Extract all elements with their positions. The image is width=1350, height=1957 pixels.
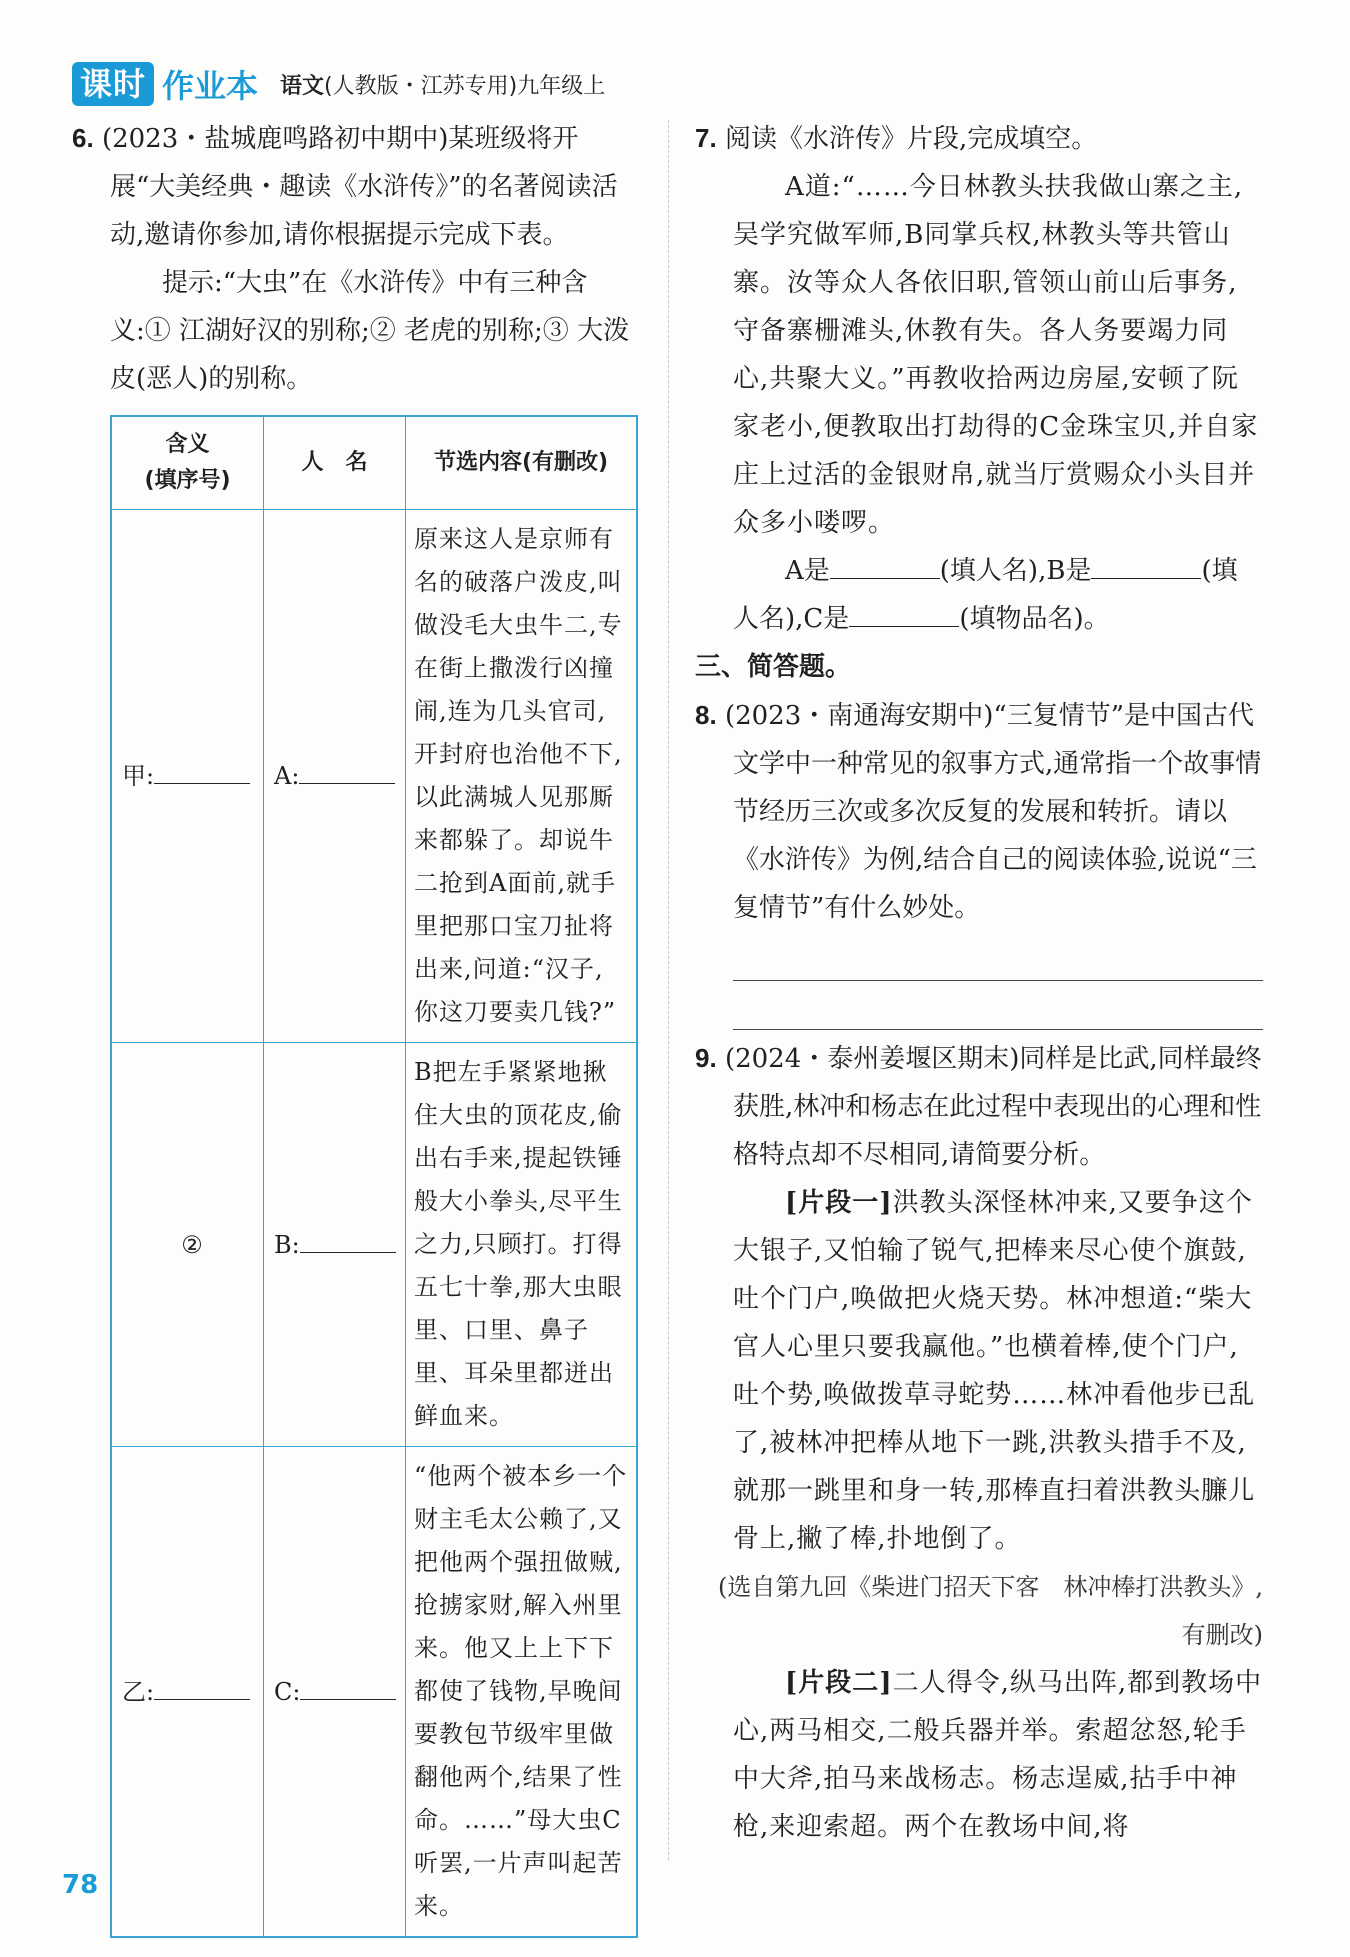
answer-blank[interactable] <box>300 1673 396 1700</box>
question-7-passage: A道:“……今日林教头扶我做山寨之主,吴学究做军师,B同掌兵权,林教头等共管山寨。汝等众人各依旧职,管领山前山后事务,守备寨栅滩头,休教有失。各人务要竭力同心,共聚大义。”再教收拾两边房屋,安顿了阮家老小,便教取出打劫得的C金珠宝贝,并自家庄上过活的金银财帛,就当厅赏赐众小头目并众多小喽啰。 <box>733 172 1259 538</box>
cell-name <box>264 510 406 1043</box>
fill-a-label: A是 <box>785 556 830 586</box>
meaning-table <box>110 415 638 1938</box>
name-label: C: <box>274 1677 301 1706</box>
segment-one-text: 洪教头深怪林冲来,又要争这个大银子,又怕输了锐气,把棒来尽心使个旗鼓,吐个门户,唤做把火烧天势。林冲想道:“柴大官人心里只要我赢他。”也横着棒,使个门户,吐个势,唤做拨草寻蛇势……林冲看他步已乱了,被林冲把棒从地下一跳,洪教头措手不及,就那一跳里和身一转,那棒直扫着洪教头臁儿骨上,撇了棒,扑地倒了。 <box>733 1188 1256 1554</box>
question-6-stem: (2023・盐城鹿鸣路初中期中)某班级将开展“大美经典・趣读《水浒传》”的名著阅读活动,邀请你参加,请你根据提示完成下表。 <box>101 124 618 250</box>
header-name: 人 名 <box>264 416 406 510</box>
edition-label: (人教版・江苏专用)九年级上 <box>324 73 606 99</box>
header-meaning <box>111 416 264 510</box>
header-excerpt: 节选内容(有删改) <box>406 416 638 510</box>
column-divider <box>668 120 669 1860</box>
answer-line[interactable] <box>733 981 1263 1030</box>
question-8-number: 8. <box>695 700 717 730</box>
question-8-stem: (2023・南通海安期中)“三复情节”是中国古代文学中一种常见的叙事方式,通常指一个故事情节经历三次或多次反复的发展和转折。请以《水浒传》为例,结合自己的阅读体验,说说“三复情节”有什么妙处。 <box>724 701 1262 923</box>
table-row <box>111 1447 637 1938</box>
segment-two <box>695 1659 1263 1851</box>
question-6 <box>72 114 642 259</box>
brand-logo: 课时 <box>72 62 154 106</box>
question-7 <box>695 114 1263 163</box>
question-6-hint: 提示:“大虫”在《水浒传》中有三种含义:① 江湖好汉的别称;② 老虎的别称;③ 大泼皮(恶人)的别称。 <box>110 268 630 394</box>
brand-title: 作业本 <box>162 67 259 105</box>
segment-one-label: [片段一] <box>785 1188 893 1218</box>
table-row <box>111 1043 637 1447</box>
fill-blank-a[interactable] <box>830 552 940 579</box>
fill-c-label: (填人名),C是 <box>733 556 1238 634</box>
answer-blank[interactable] <box>299 757 395 784</box>
name-label: B: <box>274 1230 300 1259</box>
cell-excerpt: “他两个被本乡一个财主毛太公赖了,又把他两个强扭做贼,抢掳家财,解入州里来。他又上上下下都使了钱物,早晚间要教包节级牢里做翻他两个,结果了性命。……”母大虫C听罢,一片声叫起苦来。 <box>406 1447 638 1938</box>
book-subtitle <box>280 69 605 100</box>
fill-blank-c[interactable] <box>849 600 959 627</box>
meaning-label: 乙: <box>122 1677 155 1706</box>
answer-blank[interactable] <box>154 757 250 784</box>
name-label: A: <box>274 762 300 790</box>
question-8 <box>695 691 1263 932</box>
question-6-number: 6. <box>72 123 94 153</box>
segment-two-text: 二人得令,纵马出阵,都到教场中心,两马相交,二般兵器并举。索超忿怒,轮手中大斧,拍马来战杨志。杨志逞威,拈手中神枪,来迎索超。两个在教场中间,将 <box>733 1668 1263 1842</box>
cell-meaning <box>111 510 264 1043</box>
question-9-stem: (2024・泰州姜堰区期末)同样是比武,同样最终获胜,林冲和杨志在此过程中表现出的心理和性格特点却不尽相同,请简要分析。 <box>724 1044 1262 1170</box>
subject-label: 语文 <box>280 73 325 99</box>
page-number: 78 <box>62 1870 99 1900</box>
answer-blank[interactable] <box>154 1673 250 1700</box>
table-header-row <box>111 416 637 510</box>
header-meaning-note: (填序号) <box>144 468 231 493</box>
segment-one <box>695 1179 1263 1563</box>
right-column <box>695 114 1263 1851</box>
question-7-fill <box>695 547 1263 643</box>
segment-one-source: (选自第九回《柴进门招天下客 林冲棒打洪教头》,有删改) <box>718 1573 1263 1649</box>
cell-name <box>264 1043 406 1447</box>
left-column <box>72 114 642 1938</box>
question-9 <box>695 1034 1263 1179</box>
cell-meaning <box>111 1447 264 1938</box>
answer-blank[interactable] <box>300 1226 396 1253</box>
meaning-label: 甲: <box>122 762 155 790</box>
fill-blank-b[interactable] <box>1091 552 1201 579</box>
question-7-number: 7. <box>695 123 717 153</box>
table-row <box>111 510 637 1043</box>
question-7-stem: 阅读《水浒传》片段,完成填空。 <box>724 124 1098 154</box>
cell-excerpt: 原来这人是京师有名的破落户泼皮,叫做没毛大虫牛二,专在街上撒泼行凶撞闹,连为几头官司,开封府也治他不下,以此满城人见那厮来都躲了。却说牛二抢到A面前,就手里把那口宝刀扯将出来,问道:“汉子,你这刀要卖几钱?” <box>406 510 638 1043</box>
header-meaning-label: 含义 <box>165 432 210 457</box>
segment-two-label: [片段二] <box>785 1668 893 1698</box>
fill-c-note: (填物品名)。 <box>959 604 1110 634</box>
fill-b-label: (填人名),B是 <box>939 556 1092 586</box>
cell-excerpt: B把左手紧紧地揪住大虫的顶花皮,偷出右手来,提起铁锤般大小拳头,尽平生之力,只顾打。打得五七十拳,那大虫眼里、口里、鼻子里、耳朵里都迸出鲜血来。 <box>406 1043 638 1447</box>
cell-name <box>264 1447 406 1938</box>
page-header <box>72 60 605 108</box>
question-9-number: 9. <box>695 1043 717 1073</box>
section-heading: 三、简答题。 <box>695 652 852 682</box>
answer-line[interactable] <box>733 932 1263 981</box>
cell-meaning: ② <box>111 1043 264 1447</box>
